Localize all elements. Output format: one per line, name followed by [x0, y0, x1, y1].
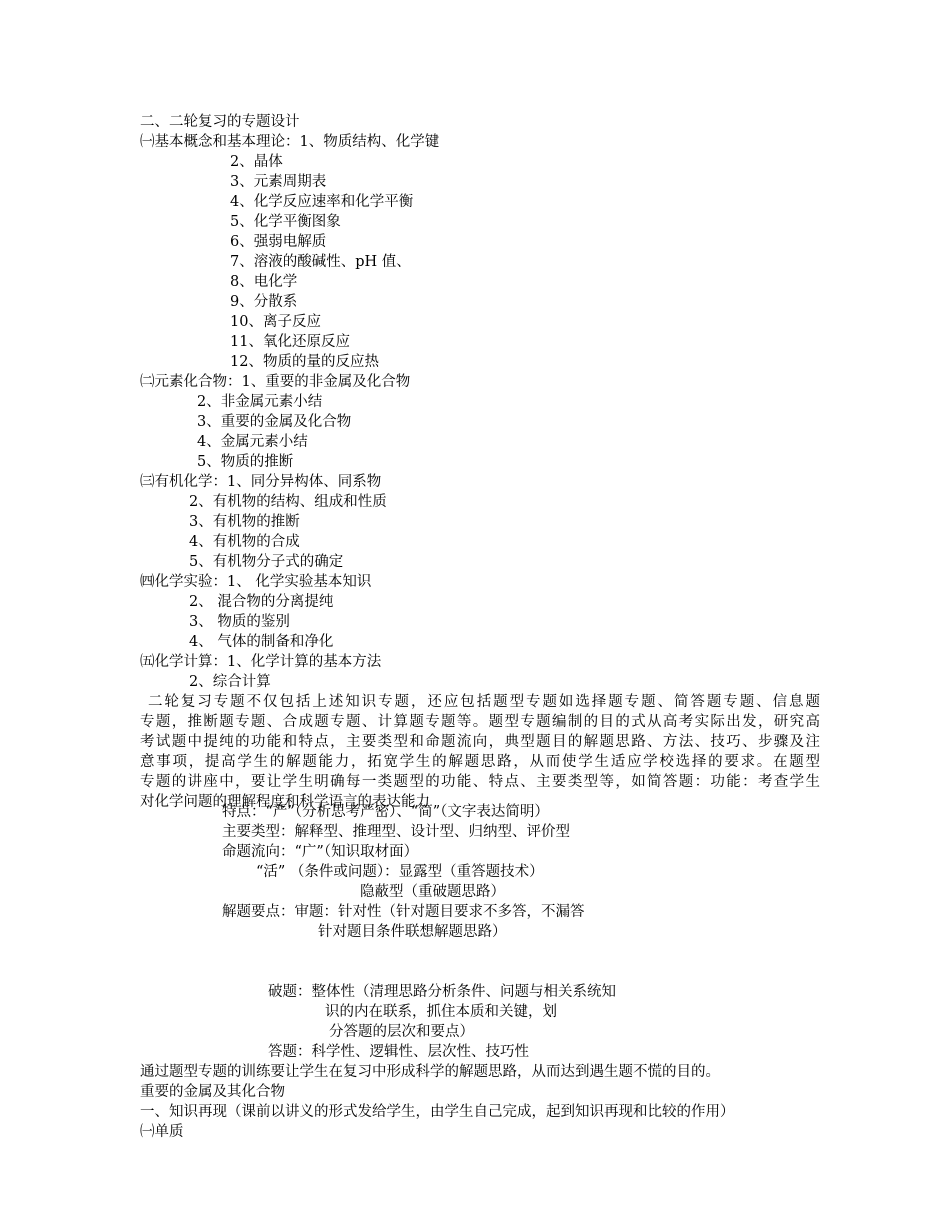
section-heading: ㈤化学计算：1、化学计算的基本方法 — [140, 654, 382, 670]
list-item: 2、晶体 — [230, 154, 283, 170]
list-item: 3、有机物的推断 — [189, 514, 300, 530]
paragraph-line: 对化学问题的理解程度和科学语言的表达能力 — [140, 794, 430, 810]
detail-line: 命题流向：“广”（知识取材面） — [222, 844, 419, 860]
list-item: 12、物质的量的反应热 — [230, 354, 379, 370]
list-item: 5、物质的推断 — [197, 454, 294, 470]
list-item: 3、 物质的鉴别 — [189, 614, 290, 630]
detail-line: 答题：科学性、逻辑性、层次性、技巧性 — [268, 1044, 529, 1060]
paragraph-line: 二轮复习专题不仅包括上述知识专题，还应包括题型专题如选择题专题、简答题专题、信息题 — [148, 694, 820, 710]
list-item: 7、溶液的酸碱性、pH 值、 — [230, 254, 411, 270]
detail-line: 主要类型：解释型、推理型、设计型、归纳型、评价型 — [222, 824, 570, 840]
detail-line: 破题：整体性（清理思路分析条件、问题与相关系统知 — [268, 984, 616, 1000]
list-item: 2、 混合物的分离提纯 — [189, 594, 334, 610]
list-item: 10、离子反应 — [230, 314, 321, 330]
paragraph-line: 专题，推断题专题、合成题专题、计算题专题等。题型专题编制的目的式从高考实际出发，研究高 — [140, 714, 820, 730]
list-item: 4、化学反应速率和化学平衡 — [230, 194, 414, 210]
summary-line: 通过题型专题的训练要让学生在复习中形成科学的解题思路，从而达到遇生题不慌的目的。 — [140, 1064, 720, 1080]
detail-line: 识的内在联系，抓住本质和关键，划 — [325, 1004, 557, 1020]
list-item: 2、综合计算 — [189, 674, 271, 690]
section-heading: ㈡元素化合物：1、重要的非金属及化合物 — [140, 374, 411, 390]
list-item: 6、强弱电解质 — [230, 234, 327, 250]
detail-line: 针对题目条件联想解题思路） — [318, 924, 507, 940]
list-item: 11、氧化还原反应 — [230, 334, 350, 350]
section-title: 二、二轮复习的专题设计 — [140, 114, 300, 130]
list-item: 3、重要的金属及化合物 — [197, 414, 352, 430]
paragraph-line: 专题的讲座中，要让学生明确每一类题型的功能、特点、主要类型等，如简答题：功能：考查学生 — [140, 774, 820, 790]
detail-line: 解题要点：审题：针对性（针对题目要求不多答，不漏答 — [222, 904, 585, 920]
subtitle: 重要的金属及其化合物 — [140, 1084, 285, 1100]
section-heading: 一、知识再现（课前以讲义的形式发给学生，由学生自己完成，起到知识再现和比较的作用） — [140, 1104, 735, 1120]
list-item: 5、有机物分子式的确定 — [189, 554, 344, 570]
paragraph-line: 意事项，提高学生的解题能力，拓宽学生的解题思路，从而使学生适应学校选择的要求。在题型 — [140, 754, 820, 770]
list-item: 4、 气体的制备和净化 — [189, 634, 334, 650]
section-heading: ㈢有机化学：1、同分异构体、同系物 — [140, 474, 382, 490]
detail-line: “活” （条件或问题）：显露型（重答题技术） — [256, 864, 544, 880]
section-heading: ㈣化学实验：1、 化学实验基本知识 — [140, 574, 372, 590]
detail-line: 特点：“严”（分析思考严密）、“简”（文字表达简明） — [222, 804, 549, 820]
list-item: 3、元素周期表 — [230, 174, 327, 190]
list-item: 4、有机物的合成 — [189, 534, 300, 550]
section-heading: ㈠单质 — [140, 1124, 184, 1140]
list-item: 9、分散系 — [230, 294, 298, 310]
list-item: 4、金属元素小结 — [197, 434, 308, 450]
list-item: 8、电化学 — [230, 274, 298, 290]
paragraph-line: 考试题中提纯的功能和特点，主要类型和命题流向，典型题目的解题思路、方法、技巧、步骤及注 — [140, 734, 820, 750]
list-item: 5、化学平衡图象 — [230, 214, 341, 230]
list-item: 2、有机物的结构、组成和性质 — [189, 494, 387, 510]
section-heading: ㈠基本概念和基本理论：1、物质结构、化学键 — [140, 134, 440, 150]
detail-line: 隐蔽型（重破题思路） — [360, 884, 505, 900]
list-item: 2、非金属元素小结 — [197, 394, 323, 410]
detail-line: 分答题的层次和要点） — [329, 1024, 474, 1040]
